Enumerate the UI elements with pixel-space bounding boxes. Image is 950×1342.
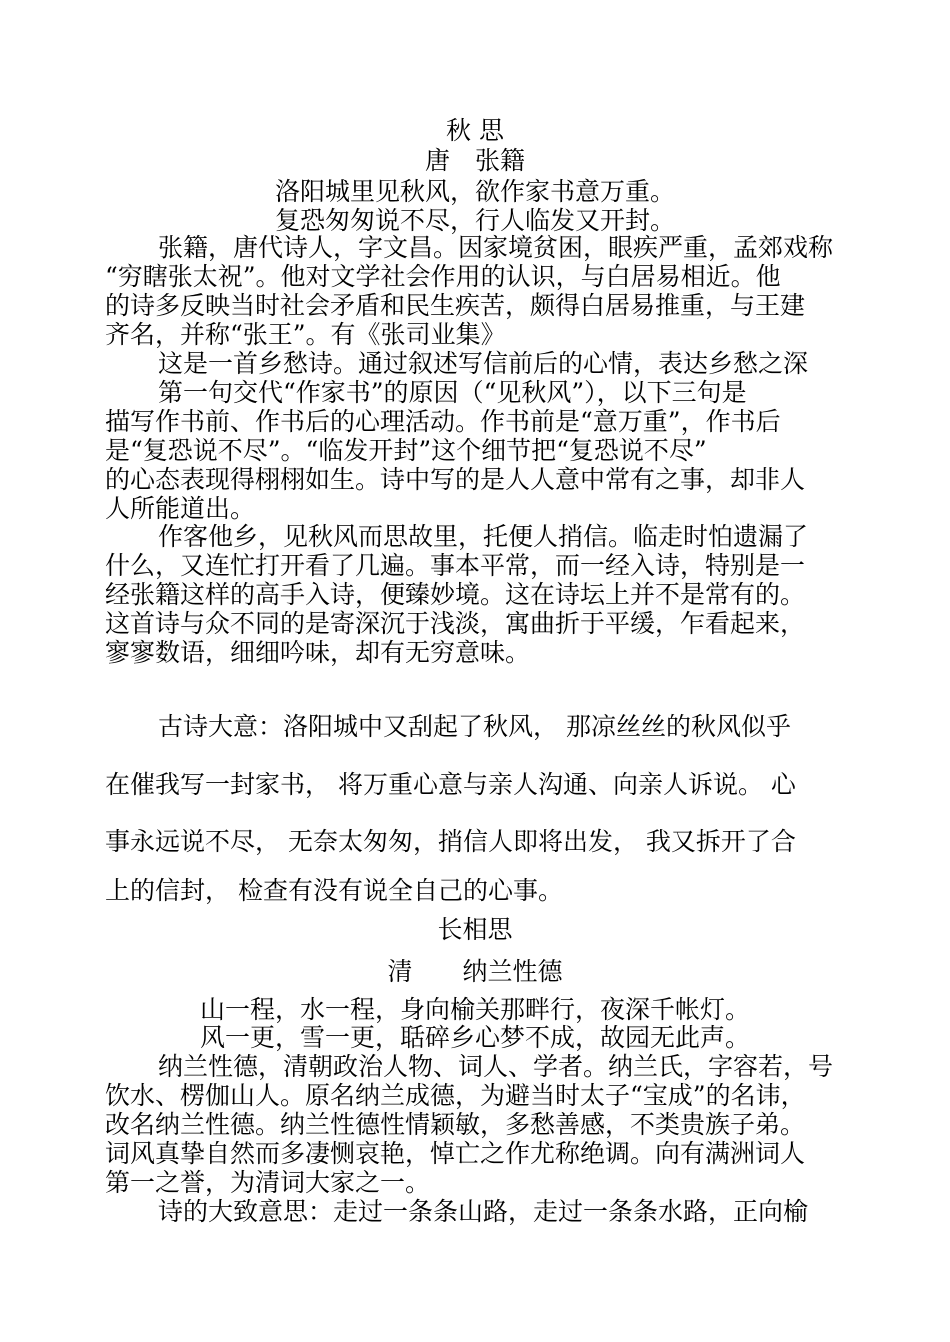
poem1-appreciation-line: 作客他乡，见秋风而思故里，托便人捎信。临走时怕遗漏了 xyxy=(158,522,809,551)
poem1-author: 唐 张籍 xyxy=(424,146,525,175)
poem1-title: 秋 思 xyxy=(446,116,504,145)
poem1-meaning-line: 在催我写一封家书， 将万重心意与亲人沟通、向亲人诉说。 心 xyxy=(105,770,796,799)
poem2-verse-2: 风一更，雪一更，聒碎乡心梦不成，故园无此声。 xyxy=(199,1023,750,1052)
poem1-analysis-line: 描写作书前、作书后的心理活动。作书前是“意万重”，作书后 xyxy=(105,407,781,436)
poem1-bio-line: 齐名，并称“张王”。有《张司业集》 xyxy=(105,320,506,349)
poem1-analysis-line: 的心态表现得栩栩如生。诗中写的是人人意中常有之事，却非人 xyxy=(105,465,806,494)
poem2-meaning: 诗的大致意思：走过一条条山路，走过一条条水路，正向榆 xyxy=(158,1197,809,1226)
poem1-meaning-line: 事永远说不尽， 无奈太匆匆，捎信人即将出发， 我又拆开了合 xyxy=(105,827,796,856)
poem1-meaning-line: 古诗大意：洛阳城中又刮起了秋风， 那凉丝丝的秋风似乎 xyxy=(158,712,791,741)
poem1-verse-2: 复恐匆匆说不尽，行人临发又开封。 xyxy=(274,206,675,235)
poem1-appreciation-line: 经张籍这样的高手入诗，便臻妙境。这在诗坛上并不是常有的。 xyxy=(105,580,806,609)
poem1-meaning-line: 上的信封， 检查有没有说全自己的心事。 xyxy=(105,876,563,905)
poem1-appreciation-line: 这首诗与众不同的是寄深沉于浅淡，寓曲折于平缓，乍看起来， xyxy=(105,609,806,638)
poem1-analysis-line: 第一句交代“作家书”的原因（“见秋风”），以下三句是 xyxy=(158,378,747,407)
poem1-appreciation-line: 什么，又连忙打开看了几遍。事本平常，而一经入诗，特别是一 xyxy=(105,551,806,580)
poem2-title: 长相思 xyxy=(437,915,513,944)
poem1-bio-line: “穷瞎张太祝”。他对文学社会作用的认识，与白居易相近。他 xyxy=(105,262,781,291)
poem1-analysis-line: 是“复恐说不尽”。“临发开封”这个细节把“复恐说不尽” xyxy=(105,436,707,465)
poem2-author: 清 纳兰性德 xyxy=(387,957,563,986)
poem2-bio-line: 纳兰性德，清朝政治人物、词人、学者。纳兰氏，字容若，号 xyxy=(158,1052,834,1081)
poem2-bio-line: 词风真挚自然而多凄恻哀艳，悼亡之作尤称绝调。向有满洲词人 xyxy=(105,1139,806,1168)
poem1-verse-1: 洛阳城里见秋风，欲作家书意万重。 xyxy=(274,177,675,206)
poem1-bio-line: 张籍，唐代诗人，字文昌。因家境贫困，眼疾严重，孟郊戏称 xyxy=(158,233,834,262)
poem2-verse-1: 山一程，水一程，身向榆关那畔行，夜深千帐灯。 xyxy=(199,995,750,1024)
poem1-theme: 这是一首乡愁诗。通过叙述写信前后的心情，表达乡愁之深 xyxy=(158,349,809,378)
poem1-analysis-line: 人所能道出。 xyxy=(105,494,256,523)
poem1-appreciation-line: 寥寥数语，细细吟味，却有无穷意味。 xyxy=(105,638,531,667)
poem2-bio-line: 饮水、楞伽山人。原名纳兰成德，为避当时太子“宝成”的名讳， xyxy=(105,1081,806,1110)
poem1-bio-line: 的诗多反映当时社会矛盾和民生疾苦，颇得白居易推重，与王建 xyxy=(105,291,806,320)
poem2-bio-line: 第一之誉，为清词大家之一。 xyxy=(105,1168,431,1197)
poem2-bio-line: 改名纳兰性德。纳兰性德性情颖敏，多愁善感，不类贵族子弟。 xyxy=(105,1110,806,1139)
